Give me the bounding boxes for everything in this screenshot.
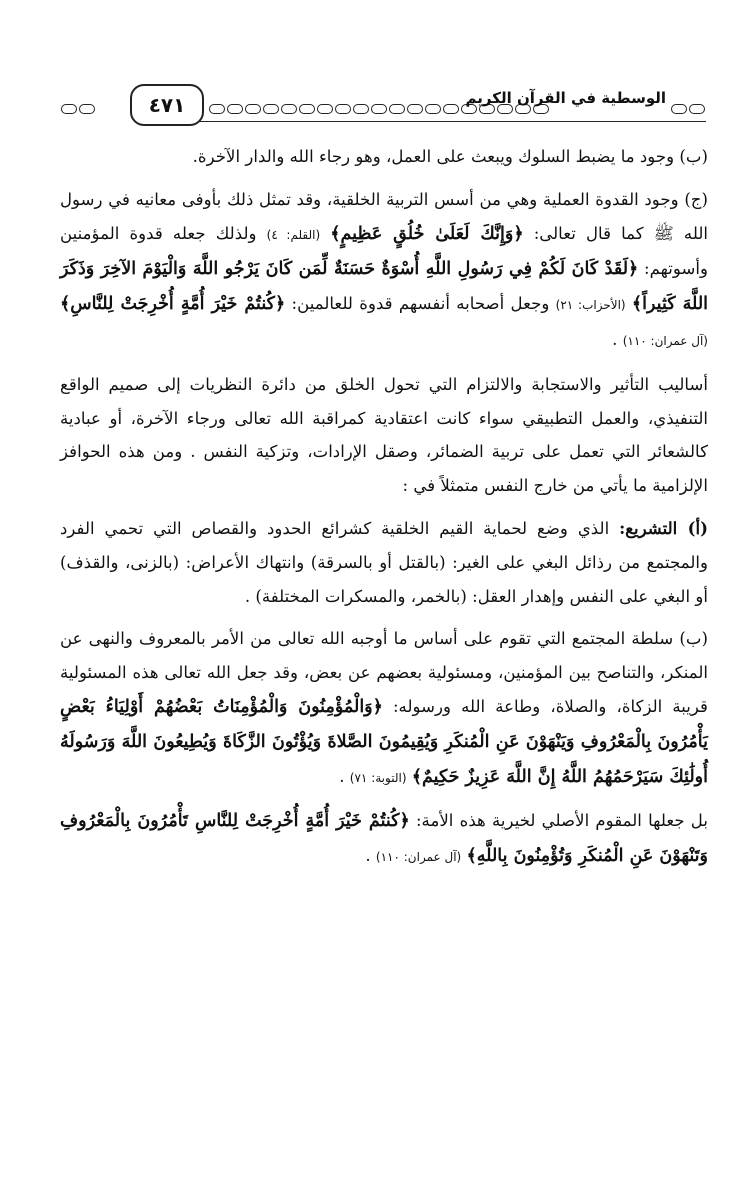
paragraph-text: الذي وضع لحماية القيم الخلقية كشرائع الحدود والقصاص التي تحمي الفرد والمجتمع من رذائل البغي على الغير: (بالقتل أو بالسرقة) وانتهاك الأعراض: (بالزنى، والقذف) أو البغي على النفس وإهدار العقل: (بالخمر، والمسكرات المختلفة) .: [60, 518, 708, 606]
paragraph-ummah: [60, 804, 708, 875]
period: .: [365, 846, 371, 866]
paragraph-text: بل جعلها المقوم الأصلي لخيرية هذه الأمة:: [415, 811, 708, 831]
verse-reference: (آل عمران: ١١٠): [622, 333, 708, 348]
header-rule: [158, 121, 706, 122]
verse-reference: (الأحزاب: ٢١): [555, 298, 626, 313]
paragraph-society: [60, 622, 708, 795]
quran-verse: ﴿كُنتُمْ خَيْرَ أُمَّةٍ أُخْرِجَتْ لِلنَّاسِ﴾: [60, 294, 286, 315]
paragraph-b: (ب) وجود ما يضبط السلوك ويبعث على العمل، وهو رجاء الله والدار الآخرة.: [192, 147, 708, 166]
body-text: [60, 140, 708, 875]
period: .: [339, 766, 345, 786]
quran-verse: ﴿وَإِنَّكَ لَعَلَىٰ خُلُقٍ عَظِيمٍ﴾: [330, 223, 524, 244]
paragraph-text: (ب) سلطة المجتمع التي تقوم على أساس ما أوجبه الله تعالى من الأمر بالمعروف والنهى عن المنكر، والتناصح بين المؤمنين، ومسئولية بعضهم عن بعض، وقد جعل الله تعالى هذه المسئولية قريبة الزكاة، والصلاة، وطاعة الله ورسوله:: [60, 629, 708, 716]
page-header: [58, 84, 706, 124]
paragraph-j: [60, 183, 708, 359]
paragraph-legislation: [60, 512, 708, 613]
verse-reference: (آل عمران: ١١٠): [375, 850, 462, 865]
period: .: [612, 329, 618, 349]
verse-reference: (القلم: ٤): [266, 227, 321, 242]
quran-verse: ﴿وَالْمُؤْمِنُونَ وَالْمُؤْمِنَاتُ بَعْضُهُمْ أَوْلِيَاءُ بَعْضٍ يَأْمُرُونَ بِالْمَعْرُوفِ وَيَنْهَوْنَ عَنِ الْمُنكَرِ وَيُقِيمُونَ الصَّلاةَ وَيُؤْتُونَ الزَّكَاةَ وَيُطِيعُونَ اللَّهَ وَرَسُولَهُ أُولَٰئِكَ سَيَرْحَمُهُمُ اللَّهُ إِنَّ اللَّهَ عَزِيزٌ حَكِيمٌ﴾: [60, 696, 708, 787]
ornament-icon: [60, 98, 96, 117]
quran-verse: ﴿لَقَدْ كَانَ لَكُمْ فِي رَسُولِ اللَّهِ أُسْوَةٌ حَسَنَةٌ لِّمَن كَانَ يَرْجُو اللَّهَ وَالْيَوْمَ الآخِرَ وَذَكَرَ اللَّهَ كَثِيراً﴾: [60, 259, 709, 315]
page-number: ٤٧١: [130, 84, 204, 126]
paragraph-text: (ج) وجود القدوة العملية وهي من أسس التربية الخلقية، وقد تمثل ذلك بأوفى معانيه في رسول الله ﷺ كما قال تعالى:: [60, 189, 708, 243]
running-title: الوسطية في القرآن الكريم: [465, 89, 666, 107]
quran-verse: ﴿كُنتُمْ خَيْرَ أُمَّةٍ أُخْرِجَتْ لِلنَّاسِ تَأْمُرُونَ بِالْمَعْرُوفِ وَتَنْهَوْنَ عَنِ الْمُنكَرِ وَتُؤْمِنُونَ بِاللَّهِ﴾: [60, 811, 708, 867]
paragraph-methods: أساليب التأثير والاستجابة والالتزام التي تحول الخلق من دائرة النظريات إلى صميم الواقع التنفيذي، والعمل التطبيقي سواء كانت اعتقادية كمراقبة الله تعالى ورجاء الآخرة، أو عبادية كالشعائر التي تعمل على تربية الضمائر، وصقل الإرادات، وتزكية النفس . ومن هذه الحوافز الإلزامية ما يأتي من خارج النفس متمثلاً في :: [60, 374, 708, 496]
paragraph-text: ولذلك جعله قدوة المؤمنين وأسوتهم:: [60, 223, 709, 279]
verse-reference: (التوبة: ٧١): [349, 770, 407, 785]
ornament-icon: [670, 98, 706, 117]
term-heading: (أ) التشريع:: [619, 517, 708, 538]
paragraph-text: وجعل أصحابه أنفسهم قدوة للعالمين:: [291, 294, 550, 314]
